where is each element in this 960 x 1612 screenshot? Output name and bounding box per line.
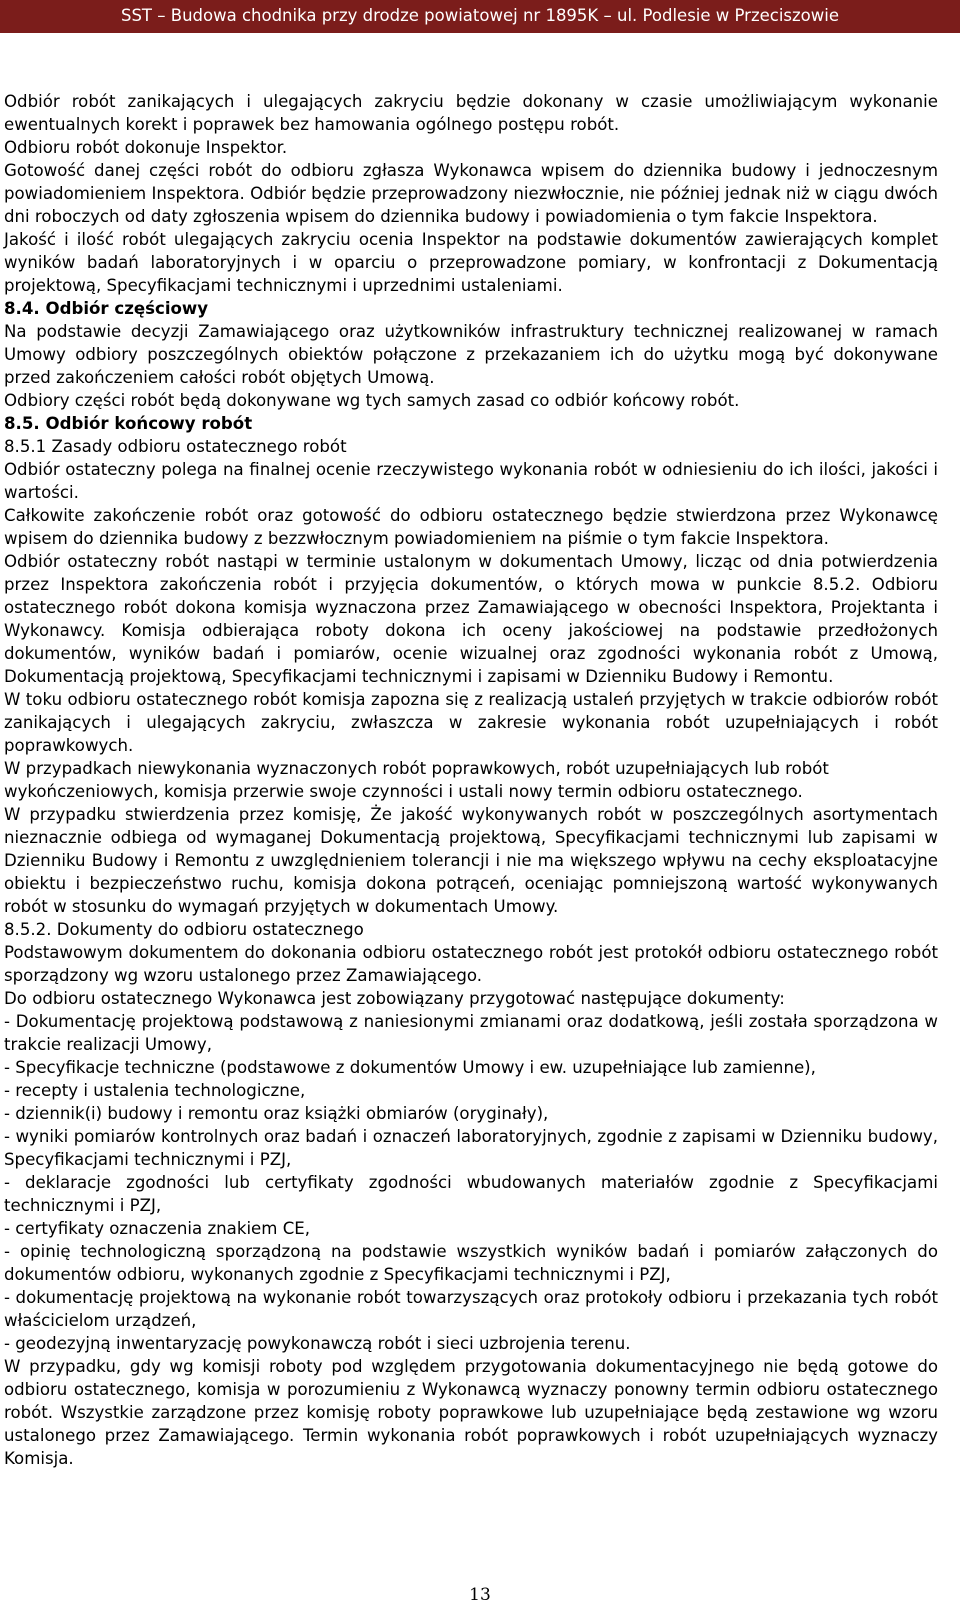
paragraph: - deklaracje zgodności lub certyfikaty zgodności wbudowanych materiałów zgodnie z Specyfikacjami technicznymi i PZJ, [4, 1173, 938, 1215]
paragraph: 8.5.1 Zasady odbioru ostatecznego robót [4, 437, 347, 456]
paragraph: - wyniki pomiarów kontrolnych oraz badań i oznaczeń laboratoryjnych, zgodnie z zapisami w Dzienniku budowy, Specyfikacjami technicznymi i PZJ, [4, 1127, 938, 1169]
paragraph: W przypadku stwierdzenia przez komisję, Że jakość wykonywanych robót w poszczególnych asortymentach nieznacznie odbiega od wymaganej Dokumentacją projektową, Specyfikacjami technicznymi lub zapisami w Dzienniku Budowy i Remontu z uwzględnieniem tolerancji i nie ma większego wpływu na cechy eksploatacyjne obiektu i bezpieczeństwo ruchu, komisja dokona potrąceń, oceniając pomniejszoną wartość wykonywanych robót w stosunku do wymagań przyjętych w dokumentach Umowy. [4, 805, 938, 916]
section-heading: 8.5. Odbiór końcowy robót [4, 414, 253, 433]
running-header: SST – Budowa chodnika przy drodze powiatowej nr 1895K – ul. Podlesie w Przeciszowie [0, 0, 960, 33]
paragraph: Całkowite zakończenie robót oraz gotowość do odbioru ostatecznego będzie stwierdzona przez Wykonawcę wpisem do dziennika budowy z bezzwłocznym powiadomieniem na piśmie o tym fakcie Inspektora. [4, 506, 938, 548]
paragraph: - recepty i ustalenia technologiczne, [4, 1081, 306, 1100]
paragraph: W toku odbioru ostatecznego robót komisja zapozna się z realizacją ustaleń przyjętych w trakcie odbiorów robót zanikających i ulegających zakryciu, zwłaszcza w zakresie wykonania robót uzupełniających i robót poprawkowych. [4, 690, 938, 755]
paragraph: - geodezyjną inwentaryzację powykonawczą robót i sieci uzbrojenia terenu. [4, 1334, 631, 1353]
section-heading: 8.4. Odbiór częściowy [4, 299, 209, 318]
paragraph: - dokumentację projektową na wykonanie robót towarzyszących oraz protokoły odbioru i przekazania tych robót właścicielom urządzeń, [4, 1288, 938, 1330]
page-number: 13 [469, 1585, 491, 1605]
paragraph: Odbioru robót dokonuje Inspektor. [4, 138, 288, 157]
paragraph: - opinię technologiczną sporządzoną na podstawie wszystkich wyników badań i pomiarów załączonych do dokumentów odbioru, wykonanych zgodnie z Specyfikacjami technicznymi i PZJ, [4, 1242, 938, 1284]
paragraph: W przypadkach niewykonania wyznaczonych robót poprawkowych, robót uzupełniających lub robót wykończeniowych, komisja przerwie swoje czynności i ustali nowy termin odbioru ostatecznego. [4, 759, 829, 801]
document-body [4, 90, 938, 1470]
paragraph: - dziennik(i) budowy i remontu oraz książki obmiarów (oryginały), [4, 1104, 549, 1123]
paragraph: Odbiór ostateczny robót nastąpi w terminie ustalonym w dokumentach Umowy, licząc od dnia potwierdzenia przez Inspektora zakończenia robót i przyjęcia dokumentów, o których mowa w punkcie 8.5.2. Odbioru ostatecznego robót dokona komisja wyznaczona przez Zamawiającego w obecności Inspektora, Projektanta i Wykonawcy. Komisja odbierająca roboty dokona ich oceny jakościowej na podstawie przedłożonych dokumentów, wyników badań i pomiarów, ocenie wizualnej oraz zgodności wykonania robót z Umową, Dokumentacją projektową, Specyfikacjami technicznymi i zapisami w Dzienniku Budowy i Remontu. [4, 552, 938, 686]
paragraph: Odbiór robót zanikających i ulegających zakryciu będzie dokonany w czasie umożliwiającym wykonanie ewentualnych korekt i poprawek bez hamowania ogólnego postępu robót. [4, 92, 938, 134]
paragraph: Do odbioru ostatecznego Wykonawca jest zobowiązany przygotować następujące dokumenty: [4, 989, 785, 1008]
paragraph: W przypadku, gdy wg komisji roboty pod względem przygotowania dokumentacyjnego nie będą gotowe do odbioru ostatecznego, komisja w porozumieniu z Wykonawcą wyznaczy ponowny termin odbioru ostatecznego robót. Wszystkie zarządzone przez komisję roboty poprawkowe lub uzupełniające będą zestawione wg wzoru ustalonego przez Zamawiającego. Termin wykonania robót poprawkowych i robót uzupełniających wyznaczy Komisja. [4, 1357, 938, 1468]
paragraph: Gotowość danej części robót do odbioru zgłasza Wykonawca wpisem do dziennika budowy i jednoczesnym powiadomieniem Inspektora. Odbiór będzie przeprowadzony niezwłocznie, nie później jednak niż w ciągu dwóch dni roboczych od daty zgłoszenia wpisem do dziennika budowy i powiadomienia o tym fakcie Inspektora. [4, 161, 938, 226]
paragraph: Jakość i ilość robót ulegających zakryciu ocenia Inspektor na podstawie dokumentów zawierających komplet wyników badań laboratoryjnych i w oparciu o przeprowadzone pomiary, w konfrontacji z Dokumentacją projektową, Specyfikacjami technicznymi i uprzednimi ustaleniami. [4, 230, 938, 295]
paragraph: - Dokumentację projektową podstawową z naniesionymi zmianami oraz dodatkową, jeśli została sporządzona w trakcie realizacji Umowy, [4, 1012, 938, 1054]
paragraph: - Specyfikacje techniczne (podstawowe z dokumentów Umowy i ew. uzupełniające lub zamienne), [4, 1058, 816, 1077]
paragraph: - certyfikaty oznaczenia znakiem CE, [4, 1219, 311, 1238]
paragraph: Podstawowym dokumentem do dokonania odbioru ostatecznego robót jest protokół odbioru ostatecznego robót sporządzony wg wzoru ustalonego przez Zamawiającego. [4, 943, 938, 985]
paragraph: Odbiory części robót będą dokonywane wg tych samych zasad co odbiór końcowy robót. [4, 391, 740, 410]
paragraph: Odbiór ostateczny polega na finalnej ocenie rzeczywistego wykonania robót w odniesieniu do ich ilości, jakości i wartości. [4, 460, 938, 502]
paragraph: Na podstawie decyzji Zamawiającego oraz użytkowników infrastruktury technicznej realizowanej w ramach Umowy odbiory poszczególnych obiektów połączone z przekazaniem ich do użytku mogą być dokonywane przed zakończeniem całości robót objętych Umową. [4, 322, 938, 387]
paragraph: 8.5.2. Dokumenty do odbioru ostatecznego [4, 920, 364, 939]
